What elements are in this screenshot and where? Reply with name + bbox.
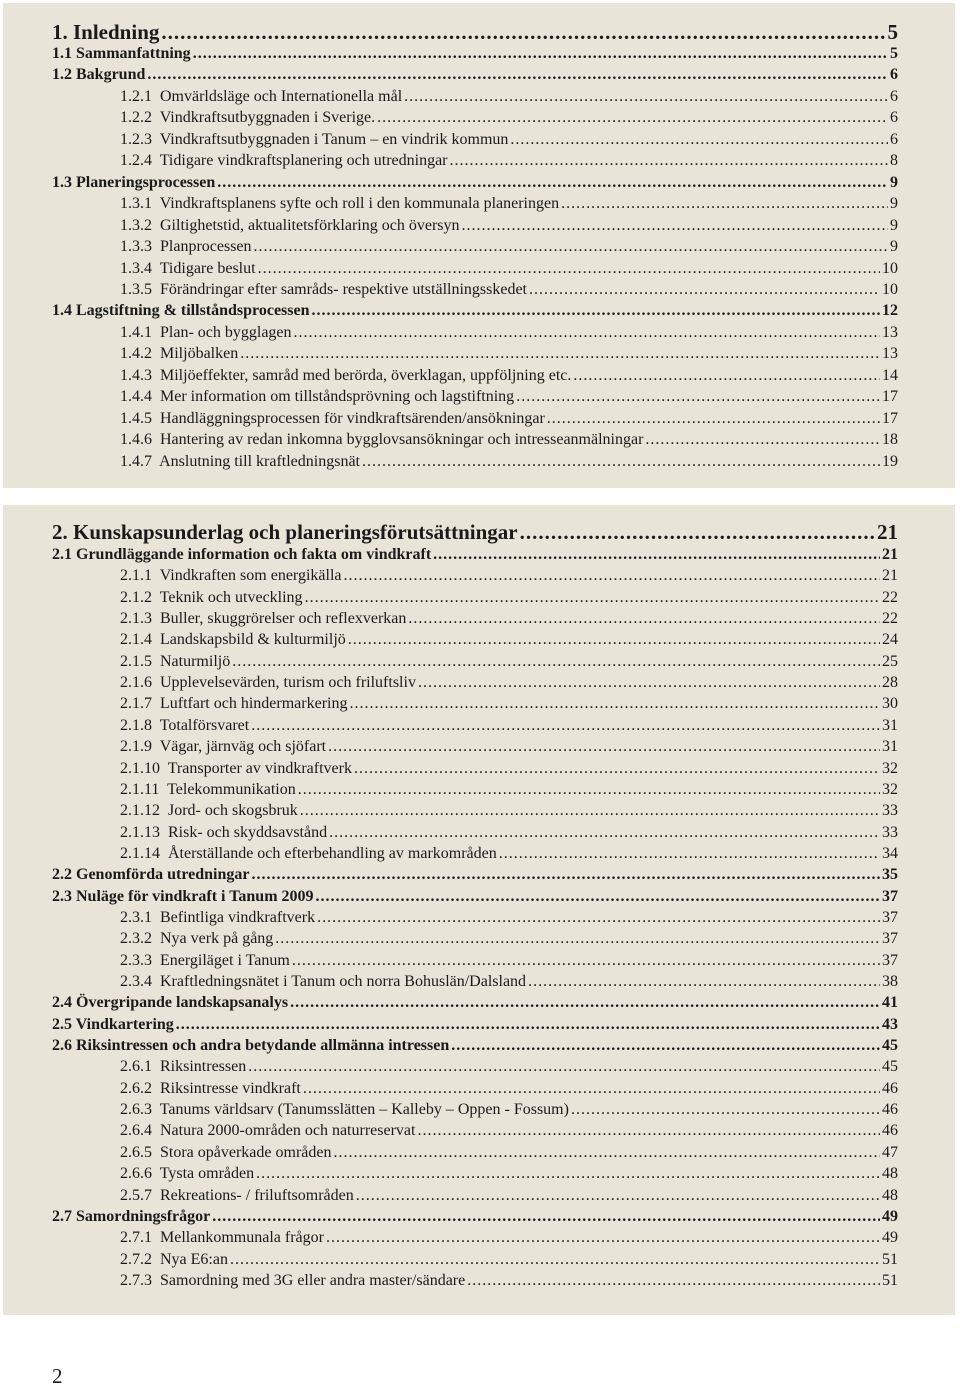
toc-entry[interactable] bbox=[120, 630, 898, 650]
toc-entry[interactable] bbox=[120, 108, 898, 128]
toc-entry[interactable] bbox=[120, 1057, 898, 1077]
toc-leader-dots bbox=[333, 1143, 880, 1163]
toc-entry-page-number: 19 bbox=[882, 452, 898, 470]
toc-entry-page-number: 6 bbox=[890, 109, 898, 127]
toc-leader-dots bbox=[251, 716, 880, 736]
toc-entry[interactable] bbox=[120, 366, 898, 386]
toc-entry-title: 2.7 Samordningsfrågor bbox=[52, 1207, 211, 1225]
toc-entry-page-number: 21 bbox=[882, 567, 898, 585]
toc-leader-dots bbox=[275, 929, 880, 949]
toc-entry-page-number: 32 bbox=[882, 759, 898, 777]
toc-leader-dots bbox=[561, 194, 888, 214]
toc-leader-dots bbox=[499, 844, 880, 864]
toc-entry[interactable] bbox=[120, 652, 898, 672]
toc-entry-title: 2.3.4 Kraftledningsnätet i Tanum och norra Bohuslän/Dalsland bbox=[120, 973, 527, 990]
toc-entry-title: 2.6.1 Riksintressen bbox=[120, 1058, 247, 1076]
toc-entry-title: 2.1.8 Totalförsvaret bbox=[120, 716, 250, 734]
toc-entry-title: 2.1.9 Vägar, järnväg och sjöfart bbox=[120, 738, 327, 756]
toc-entry-page-number: 30 bbox=[882, 695, 898, 713]
toc-entry-page-number: 45 bbox=[882, 1037, 898, 1055]
toc-entry-title: 1.3.2 Giltighetstid, aktualitetsförklaring och översyn bbox=[120, 216, 460, 234]
toc-entry[interactable] bbox=[120, 588, 898, 608]
toc-entry-title: 2.1.3 Buller, skuggrörelser och reflexverkan bbox=[120, 610, 407, 628]
toc-leader-dots bbox=[258, 259, 880, 279]
toc-leader-dots bbox=[451, 1036, 880, 1056]
toc-entry-title: 1.4.3 Miljöeffekter, samråd med berörda, överklagan, uppföljning etc. bbox=[120, 366, 572, 384]
toc-leader-dots bbox=[232, 652, 880, 672]
toc-entry-page-number: 24 bbox=[882, 631, 898, 649]
toc-entry[interactable] bbox=[120, 1250, 898, 1270]
toc-entry[interactable] bbox=[120, 823, 898, 843]
toc-entry-title: 2.3 Nuläge för vindkraft i Tanum 2009 bbox=[52, 887, 314, 905]
toc-entry[interactable] bbox=[52, 173, 898, 193]
toc-entry[interactable] bbox=[52, 1036, 898, 1056]
toc-entry[interactable] bbox=[52, 301, 898, 321]
toc-leader-dots bbox=[298, 780, 880, 800]
toc-entry[interactable] bbox=[120, 780, 898, 800]
toc-leader-dots bbox=[326, 1228, 880, 1248]
toc-entry[interactable] bbox=[120, 1143, 898, 1163]
toc-entry-title: 2.1.1 Vindkraften som energikälla bbox=[120, 567, 342, 585]
toc-entry[interactable] bbox=[120, 737, 898, 757]
toc-entry-title: 2.1 Grundläggande information och fakta om vindkraft bbox=[52, 546, 432, 563]
toc-entry-title: 2. Kunskapsunderlag och planeringsförutsättningar bbox=[52, 520, 518, 544]
toc-entry-title: 2.1.5 Naturmiljö bbox=[120, 652, 231, 670]
toc-leader-dots bbox=[176, 1015, 880, 1035]
toc-entry[interactable] bbox=[52, 520, 898, 544]
toc-entry[interactable] bbox=[120, 673, 898, 693]
toc-entry-title: 2.1.13 Risk- och skyddsavstånd bbox=[120, 823, 328, 841]
toc-entry[interactable] bbox=[120, 259, 898, 279]
toc-entry-page-number: 37 bbox=[882, 908, 898, 926]
toc-entry-page-number: 51 bbox=[882, 1271, 898, 1289]
toc-entry-page-number: 12 bbox=[882, 302, 898, 320]
toc-entry-title: 2.1.12 Jord- och skogsbruk bbox=[120, 802, 298, 820]
toc-entry[interactable] bbox=[120, 759, 898, 779]
toc-entry-title: 2.1.6 Upplevelsevärden, turism och friluftsliv bbox=[120, 674, 416, 692]
toc-leader-dots bbox=[256, 1164, 880, 1184]
toc-leader-dots bbox=[312, 301, 880, 321]
toc-entry-page-number: 37 bbox=[882, 951, 898, 969]
toc-entry-page-number: 21 bbox=[882, 546, 898, 563]
toc-entry[interactable] bbox=[120, 951, 898, 971]
toc-entry-page-number: 43 bbox=[882, 1015, 898, 1033]
toc-leader-dots bbox=[529, 280, 880, 300]
toc-entry-page-number: 22 bbox=[882, 588, 898, 606]
toc-entry-page-number: 51 bbox=[882, 1250, 898, 1268]
toc-entry-page-number: 45 bbox=[882, 1058, 898, 1076]
toc-entry-page-number: 5 bbox=[887, 20, 898, 44]
toc-entry-title: 1.4 Lagstiftning & tillståndsprocessen bbox=[52, 302, 310, 320]
toc-entry[interactable] bbox=[120, 694, 898, 714]
toc-entry[interactable] bbox=[52, 1015, 898, 1035]
toc-entry-page-number: 41 bbox=[882, 994, 898, 1012]
toc-entry-page-number: 46 bbox=[882, 1101, 898, 1119]
toc-entry-title: 2.5 Vindkartering bbox=[52, 1015, 174, 1033]
toc-leader-dots bbox=[462, 216, 889, 236]
toc-entry-page-number: 49 bbox=[882, 1207, 898, 1225]
toc-entry-title: 2.6.3 Tanums världsarv (Tanumsslätten – Kalleby – Oppen - Fossum) bbox=[120, 1101, 569, 1119]
toc-entry[interactable] bbox=[120, 1121, 898, 1141]
toc-leader-dots bbox=[248, 1057, 880, 1077]
toc-entry-title: 1.3.5 Förändringar efter samråds- respektive utställningsskedet bbox=[120, 280, 527, 298]
toc-leader-dots bbox=[349, 694, 880, 714]
toc-entry-page-number: 6 bbox=[890, 87, 898, 105]
toc-entry-title: 1.3 Planeringsprocessen bbox=[52, 173, 216, 191]
toc-entry-title: 1.4.6 Hantering av redan inkomna bygglovsansökningar och intresseanmälningar bbox=[120, 431, 644, 449]
toc-leader-dots bbox=[240, 344, 880, 364]
toc-leader-dots bbox=[294, 323, 880, 343]
toc-entry-title: 2.7.3 Samordning med 3G eller andra master/sändare bbox=[120, 1271, 466, 1289]
toc-entry-title: 2.6.6 Tysta områden bbox=[120, 1165, 255, 1183]
toc-entry-title: 1. Inledning bbox=[52, 20, 160, 44]
toc-entry-title: 2.1.11 Telekommunikation bbox=[120, 780, 296, 798]
toc-entry[interactable] bbox=[52, 993, 898, 1013]
toc-entry[interactable] bbox=[52, 20, 898, 44]
toc-entry-page-number: 6 bbox=[890, 66, 898, 84]
toc-leader-dots bbox=[303, 1079, 880, 1099]
toc-entry-title: 1.3.4 Tidigare beslut bbox=[120, 259, 256, 277]
toc-entry[interactable] bbox=[52, 887, 898, 907]
toc-entry[interactable] bbox=[52, 65, 898, 85]
toc-entry-page-number: 17 bbox=[882, 388, 898, 406]
toc-entry-title: 1.4.5 Handläggningsprocessen för vindkraftsärenden/ansökningar bbox=[120, 409, 545, 427]
toc-leader-dots bbox=[251, 865, 880, 885]
toc-entry[interactable] bbox=[120, 1228, 898, 1248]
toc-entry[interactable] bbox=[120, 344, 898, 364]
toc-entry-page-number: 31 bbox=[882, 716, 898, 734]
toc-leader-dots bbox=[161, 20, 885, 44]
toc-entry-page-number: 35 bbox=[882, 866, 898, 884]
toc-entry-page-number: 33 bbox=[882, 823, 898, 841]
toc-entry[interactable] bbox=[120, 237, 898, 257]
toc-entry-page-number: 32 bbox=[882, 780, 898, 798]
toc-entry-page-number: 8 bbox=[890, 152, 898, 170]
toc-entry-page-number: 18 bbox=[882, 431, 898, 449]
toc-leader-dots bbox=[290, 993, 880, 1013]
toc-leader-dots bbox=[645, 430, 880, 450]
toc-entry[interactable] bbox=[120, 387, 898, 407]
toc-entry-page-number: 38 bbox=[882, 973, 898, 990]
toc-entry-page-number: 28 bbox=[882, 674, 898, 692]
toc-entry[interactable] bbox=[120, 280, 898, 300]
toc-leader-dots bbox=[344, 566, 880, 586]
toc-leader-dots bbox=[520, 520, 875, 544]
toc-leader-dots bbox=[329, 823, 880, 843]
toc-leader-dots bbox=[354, 759, 880, 779]
toc-entry-title: 2.3.3 Energiläget i Tanum bbox=[120, 951, 290, 969]
toc-entry-title: 2.6.2 Riksintresse vindkraft bbox=[120, 1079, 301, 1097]
toc-entry-page-number: 33 bbox=[882, 802, 898, 820]
toc-entry[interactable] bbox=[120, 1186, 898, 1206]
toc-entry-page-number: 46 bbox=[882, 1122, 898, 1140]
toc-entry[interactable] bbox=[120, 87, 898, 107]
toc-entry-page-number: 9 bbox=[890, 173, 898, 191]
page-number: 2 bbox=[52, 1364, 63, 1388]
toc-entry-title: 2.4 Övergripande landskapsanalys bbox=[52, 994, 289, 1012]
toc-entry[interactable] bbox=[120, 609, 898, 629]
toc-entry[interactable] bbox=[120, 1079, 898, 1099]
toc-entry-page-number: 10 bbox=[882, 280, 898, 298]
toc-leader-dots bbox=[356, 1186, 880, 1206]
toc-entry-title: 2.1.10 Transporter av vindkraftverk bbox=[120, 759, 352, 777]
toc-entry-page-number: 9 bbox=[890, 195, 898, 213]
toc-leader-dots bbox=[516, 387, 880, 407]
toc-entry[interactable] bbox=[120, 130, 898, 150]
toc-leader-dots bbox=[528, 972, 880, 992]
toc-entry-title: 2.3.2 Nya verk på gång bbox=[120, 930, 274, 948]
toc-entry-title: 2.2 Genomförda utredningar bbox=[52, 866, 250, 884]
toc-entry[interactable] bbox=[52, 545, 898, 565]
toc-entry-page-number: 5 bbox=[890, 45, 898, 62]
toc-entry-page-number: 6 bbox=[890, 130, 898, 148]
toc-entry-title: 1.2.2 Vindkraftsutbyggnaden i Sverige. bbox=[120, 109, 376, 127]
toc-leader-dots bbox=[328, 737, 880, 757]
toc-entry-page-number: 14 bbox=[882, 366, 898, 384]
toc-leader-dots bbox=[217, 173, 888, 193]
toc-entry-title: 2.3.1 Befintliga vindkraftverk bbox=[120, 908, 316, 926]
toc-entry[interactable] bbox=[120, 972, 898, 992]
toc-entry-title: 1.1 Sammanfattning bbox=[52, 45, 191, 62]
toc-entry-title: 1.3.1 Vindkraftsplanens syfte och roll i den kommunala planeringen bbox=[120, 195, 560, 213]
toc-entry-title: 2.1.14 Återställande och efterbehandling av markområden bbox=[120, 844, 497, 862]
toc-leader-dots bbox=[418, 673, 880, 693]
toc-leader-dots bbox=[571, 1100, 880, 1120]
toc-leader-dots bbox=[362, 452, 880, 472]
toc-leader-dots bbox=[547, 409, 880, 429]
toc-leader-dots bbox=[300, 801, 880, 821]
toc-leader-dots bbox=[147, 65, 888, 85]
toc-entry-title: 2.1.2 Teknik och utveckling bbox=[120, 588, 303, 606]
toc-entry-title: 1.2.1 Omvärldsläge och Internationella mål bbox=[120, 87, 403, 105]
toc-entry-title: 2.1.4 Landskapsbild & kulturmiljö bbox=[120, 631, 346, 649]
toc-entry-title: 1.3.3 Planprocessen bbox=[120, 238, 252, 256]
toc-entry-page-number: 37 bbox=[882, 930, 898, 948]
toc-panel-chapter-2 bbox=[3, 505, 955, 1315]
toc-entry-title: 1.4.1 Plan- och bygglagen bbox=[120, 323, 292, 341]
toc-leader-dots bbox=[193, 44, 888, 64]
toc-entry-page-number: 48 bbox=[882, 1186, 898, 1204]
toc-leader-dots bbox=[433, 545, 880, 565]
toc-entry[interactable] bbox=[120, 1164, 898, 1184]
toc-leader-dots bbox=[417, 1121, 880, 1141]
toc-entry-title: 2.6.5 Stora opåverkade områden bbox=[120, 1143, 332, 1161]
toc-entry-title: 2.6 Riksintressen och andra betydande allmänna intressen bbox=[52, 1037, 450, 1055]
toc-entry-page-number: 34 bbox=[882, 844, 898, 862]
toc-leader-dots bbox=[467, 1271, 880, 1291]
toc-entry-page-number: 47 bbox=[882, 1143, 898, 1161]
toc-leader-dots bbox=[348, 630, 880, 650]
toc-entry-page-number: 10 bbox=[882, 259, 898, 277]
toc-entry-page-number: 9 bbox=[890, 238, 898, 256]
toc-leader-dots bbox=[230, 1250, 880, 1270]
toc-entry[interactable] bbox=[120, 844, 898, 864]
toc-panel-chapter-1 bbox=[3, 3, 955, 488]
toc-entry[interactable] bbox=[120, 1100, 898, 1120]
toc-entry[interactable] bbox=[120, 566, 898, 586]
toc-entry-page-number: 46 bbox=[882, 1079, 898, 1097]
toc-entry-page-number: 9 bbox=[890, 216, 898, 234]
toc-entry-page-number: 49 bbox=[882, 1229, 898, 1247]
toc-entry-page-number: 21 bbox=[877, 520, 898, 544]
toc-entry[interactable] bbox=[120, 151, 898, 171]
toc-entry-title: 1.4.7 Anslutning till kraftledningsnät bbox=[120, 452, 360, 470]
toc-entry[interactable] bbox=[120, 929, 898, 949]
toc-entry-page-number: 37 bbox=[882, 887, 898, 905]
toc-entry[interactable] bbox=[120, 323, 898, 343]
toc-entry[interactable] bbox=[120, 430, 898, 450]
toc-entry-title: 2.7.2 Nya E6:an bbox=[120, 1250, 228, 1268]
toc-entry[interactable] bbox=[120, 908, 898, 928]
toc-entry-title: 1.2.4 Tidigare vindkraftsplanering och utredningar bbox=[120, 152, 448, 170]
toc-leader-dots bbox=[404, 87, 888, 107]
toc-entry-page-number: 31 bbox=[882, 738, 898, 756]
toc-leader-dots bbox=[573, 366, 880, 386]
toc-entry[interactable] bbox=[52, 865, 898, 885]
toc-entry[interactable] bbox=[120, 452, 898, 472]
toc-entry-page-number: 22 bbox=[882, 610, 898, 628]
toc-entry[interactable] bbox=[120, 409, 898, 429]
toc-entry-page-number: 13 bbox=[882, 345, 898, 363]
toc-leader-dots bbox=[317, 908, 880, 928]
toc-leader-dots bbox=[212, 1207, 880, 1227]
toc-leader-dots bbox=[377, 108, 888, 128]
toc-leader-dots bbox=[510, 130, 888, 150]
toc-entry[interactable] bbox=[120, 716, 898, 736]
toc-entry-page-number: 17 bbox=[882, 409, 898, 427]
toc-entry[interactable] bbox=[120, 194, 898, 214]
toc-entry[interactable] bbox=[120, 801, 898, 821]
toc-entry-page-number: 13 bbox=[882, 323, 898, 341]
toc-entry-title: 2.5.7 Rekreations- / friluftsområden bbox=[120, 1186, 354, 1204]
toc-entry[interactable] bbox=[52, 1207, 898, 1227]
toc-entry-title: 2.6.4 Natura 2000-områden och naturreservat bbox=[120, 1122, 416, 1140]
toc-leader-dots bbox=[254, 237, 888, 257]
toc-entry-title: 1.4.4 Mer information om tillståndsprövning och lagstiftning bbox=[120, 388, 515, 406]
toc-entry[interactable] bbox=[52, 44, 898, 64]
toc-entry-page-number: 48 bbox=[882, 1165, 898, 1183]
toc-entry[interactable] bbox=[120, 216, 898, 236]
toc-leader-dots bbox=[408, 609, 880, 629]
toc-leader-dots bbox=[292, 951, 880, 971]
toc-leader-dots bbox=[316, 887, 880, 907]
toc-entry-title: 2.1.7 Luftfart och hindermarkering bbox=[120, 695, 348, 713]
toc-leader-dots bbox=[450, 151, 889, 171]
toc-entry-page-number: 25 bbox=[882, 652, 898, 670]
toc-entry[interactable] bbox=[120, 1271, 898, 1291]
toc-entry-title: 2.7.1 Mellankommunala frågor bbox=[120, 1229, 324, 1247]
toc-entry-title: 1.2.3 Vindkraftsutbyggnaden i Tanum – en vindrik kommun bbox=[120, 130, 509, 148]
toc-entry-title: 1.4.2 Miljöbalken bbox=[120, 345, 239, 363]
toc-entry-title: 1.2 Bakgrund bbox=[52, 66, 146, 84]
toc-leader-dots bbox=[305, 588, 880, 608]
